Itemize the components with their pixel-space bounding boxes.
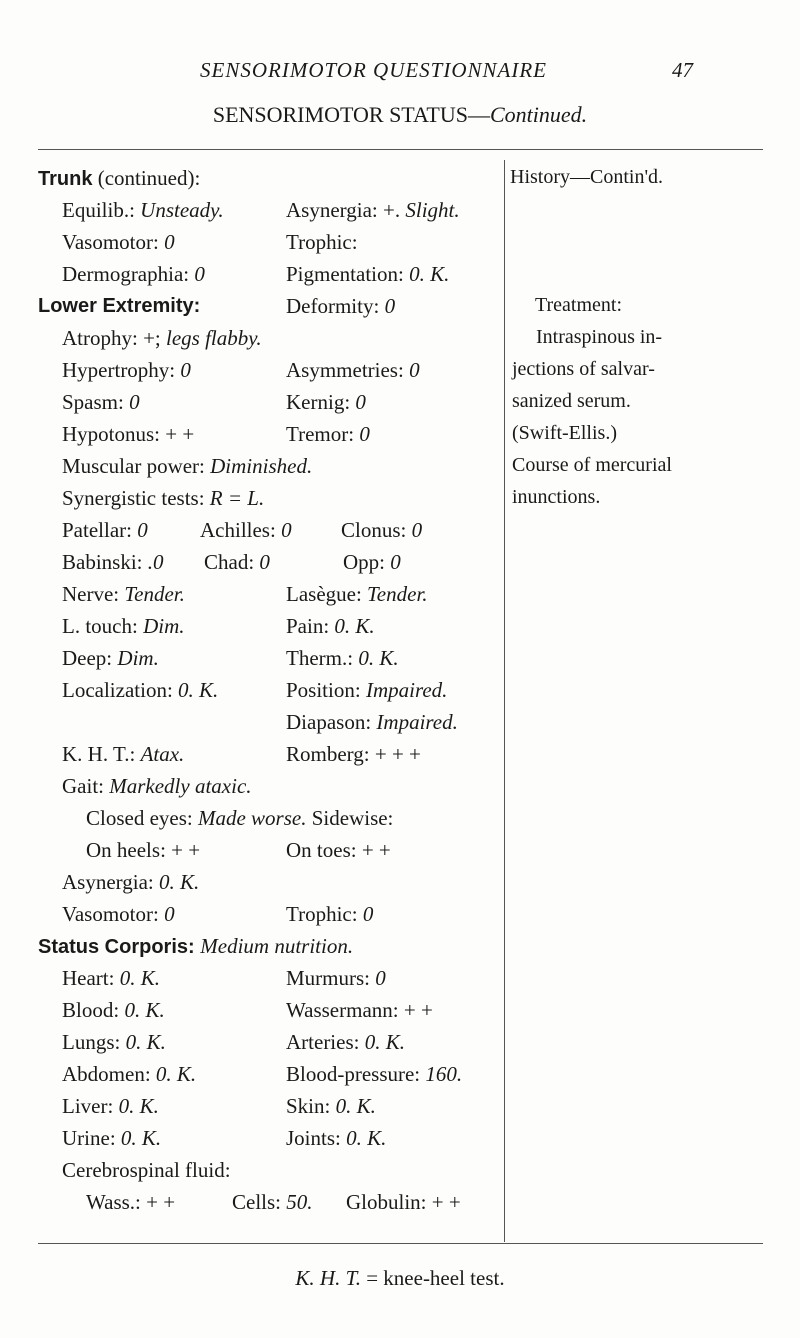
trunk-heading-bold: Trunk	[38, 168, 93, 190]
lower-tremor-label: Tremor:	[286, 422, 360, 446]
lower-opp-value: 0	[390, 550, 401, 574]
status-liver-label: Liver:	[62, 1094, 119, 1118]
lower-deep-label: Deep:	[62, 646, 118, 670]
lower-hypotonus: Hypotonus: + +	[62, 422, 195, 446]
lower-pain-label: Pain:	[286, 614, 335, 638]
lower-spasm-label: Spasm:	[62, 390, 130, 414]
status-cells-label: Cells:	[232, 1190, 287, 1214]
lower-lasegue-label: Lasègue:	[286, 582, 368, 606]
trunk-asynergia-label: Asynergia: +.	[286, 198, 406, 222]
page-number: 47	[672, 58, 693, 82]
status-heart-label: Heart:	[62, 966, 120, 990]
lower-localization	[62, 678, 218, 703]
lower-kernig-value: 0	[355, 390, 366, 414]
treatment-heading: Treatment:	[535, 294, 623, 316]
lower-deformity-value: 0	[384, 294, 396, 318]
lower-synergistic-label: Synergistic tests:	[62, 486, 210, 510]
lower-muscular-label: Muscular power:	[62, 454, 211, 478]
status-heart-value: 0. K.	[119, 966, 160, 990]
lower-sidewise-label: Sidewise:	[311, 806, 394, 830]
lower-localization-value: 0. K.	[178, 678, 219, 702]
lower-tremor-value: 0	[359, 422, 370, 446]
lower-opp-label: Opp:	[343, 550, 391, 574]
lower-nerve	[62, 582, 185, 607]
lower-position-value: Impaired.	[365, 678, 448, 702]
lower-kernig-label: Kernig:	[286, 390, 356, 414]
trunk-pigmentation	[286, 262, 449, 287]
lower-patellar	[62, 518, 148, 543]
lower-ltouch-value: Dim.	[143, 614, 185, 638]
lower-hypertrophy	[62, 358, 191, 383]
lower-asynergia	[62, 870, 199, 895]
footnote-abbr: K. H. T.	[295, 1266, 361, 1290]
lower-vasomotor-label: Vasomotor:	[62, 902, 165, 926]
treatment-line-4: (Swift-Ellis.)	[512, 422, 617, 444]
lower-on-heels: On heels: + +	[86, 838, 201, 862]
status-skin	[286, 1094, 376, 1119]
title-main: SENSORIMOTOR STATUS—	[212, 102, 490, 127]
status-wass: Wass.: + +	[86, 1190, 176, 1214]
lower-opp	[343, 550, 401, 575]
status-bp-value: 160.	[425, 1062, 463, 1086]
lower-spasm-value: 0	[129, 390, 140, 414]
lower-chad	[204, 550, 270, 575]
lower-atrophy	[62, 326, 262, 351]
lower-trophic-label: Trophic:	[286, 902, 363, 926]
page-title	[0, 102, 800, 128]
trunk-vasomotor-value: 0	[164, 230, 175, 254]
trunk-pigmentation-value: 0. K.	[409, 262, 450, 286]
status-wassermann: Wassermann: + +	[286, 998, 433, 1022]
title-continued: Continued.	[490, 102, 588, 127]
status-joints-label: Joints:	[286, 1126, 347, 1150]
lower-diapason-value: Impaired.	[376, 710, 458, 734]
bottom-rule	[38, 1243, 763, 1244]
trunk-asynergia-value: Slight.	[405, 198, 460, 222]
treatment-line-5: Course of mercurial	[512, 454, 672, 476]
lower-position-label: Position:	[286, 678, 366, 702]
lower-position	[286, 678, 447, 703]
treatment-line-3: sanized serum.	[512, 390, 631, 412]
lower-kernig	[286, 390, 366, 415]
lower-trophic-value: 0	[362, 902, 374, 926]
lower-tremor	[286, 422, 370, 447]
lower-chad-label: Chad:	[204, 550, 260, 574]
lower-patellar-value: 0	[137, 518, 148, 542]
trunk-equilib	[62, 198, 224, 223]
status-heart	[62, 966, 160, 991]
lower-on-toes: On toes: + +	[286, 838, 391, 862]
lower-achilles-value: 0	[281, 518, 292, 542]
lower-deformity-label: Deformity:	[286, 294, 385, 318]
lower-deep-value: Dim.	[117, 646, 159, 670]
lower-asymmetries	[286, 358, 420, 383]
status-arteries-label: Arteries:	[286, 1030, 365, 1054]
lower-atrophy-value: legs flabby.	[166, 326, 262, 350]
status-arteries	[286, 1030, 405, 1055]
lower-muscular-power	[62, 454, 312, 479]
lower-asymmetries-label: Asymmetries:	[286, 358, 410, 382]
lower-extremity-heading: Lower Extremity:	[38, 295, 201, 317]
lower-closed-label: Closed eyes:	[86, 806, 198, 830]
lower-kht-label: K. H. T.:	[62, 742, 141, 766]
status-blood-pressure	[286, 1062, 462, 1087]
lower-therm-label: Therm.:	[286, 646, 359, 670]
lower-pain-value: 0. K.	[334, 614, 375, 638]
trunk-dermographia-label: Dermographia:	[62, 262, 195, 286]
status-lungs-label: Lungs:	[62, 1030, 126, 1054]
top-rule	[38, 149, 763, 150]
lower-asymmetries-value: 0	[409, 358, 420, 382]
lower-kht	[62, 742, 184, 767]
status-abdomen-label: Abdomen:	[62, 1062, 156, 1086]
lower-babinski	[62, 550, 164, 575]
lower-synergistic	[62, 486, 264, 511]
lower-gait-label: Gait:	[62, 774, 110, 798]
status-csf: Cerebrospinal fluid:	[62, 1158, 231, 1182]
lower-clonus-label: Clonus:	[341, 518, 412, 542]
lower-babinski-value: .0	[147, 550, 164, 574]
lower-light-touch	[62, 614, 185, 639]
trunk-asynergia	[286, 198, 460, 223]
status-arteries-value: 0. K.	[364, 1030, 405, 1054]
status-urine-label: Urine:	[62, 1126, 121, 1150]
status-abdomen-value: 0. K.	[155, 1062, 197, 1086]
status-murmurs-value: 0	[375, 966, 386, 990]
status-lungs	[62, 1030, 166, 1055]
running-title: SENSORIMOTOR QUESTIONNAIRE	[200, 58, 548, 82]
status-globulin: Globulin: + +	[346, 1190, 461, 1214]
trunk-trophic: Trophic:	[286, 230, 358, 254]
status-blood-value: 0. K.	[124, 998, 165, 1022]
lower-atrophy-label: Atrophy: +;	[62, 326, 167, 350]
status-joints	[286, 1126, 386, 1151]
column-divider	[504, 160, 505, 1242]
lower-nerve-label: Nerve:	[62, 582, 125, 606]
trunk-dermographia-value: 0	[194, 262, 205, 286]
lower-closed-value: Made worse.	[197, 806, 307, 830]
status-blood-label: Blood:	[62, 998, 125, 1022]
trunk-heading-suffix: (continued):	[92, 166, 201, 190]
lower-romberg: Romberg: + + +	[286, 742, 421, 766]
lower-kht-value: Atax.	[140, 742, 185, 766]
lower-therm-value: 0. K.	[358, 646, 399, 670]
status-liver	[62, 1094, 159, 1119]
status-lungs-value: 0. K.	[125, 1030, 166, 1054]
lower-vasomotor	[62, 902, 175, 927]
status-heading-bold: Status Corporis:	[38, 936, 201, 958]
lower-achilles-label: Achilles:	[200, 518, 282, 542]
footnote	[0, 1266, 800, 1291]
trunk-vasomotor-label: Vasomotor:	[62, 230, 165, 254]
footnote-text: = knee-heel test.	[360, 1266, 505, 1290]
lower-diapason-label: Diapason:	[286, 710, 377, 734]
trunk-heading	[38, 166, 200, 191]
treatment-line-2: jections of salvar-	[512, 358, 655, 380]
history-heading: History—Contin'd.	[510, 166, 664, 188]
status-heading-value: Medium nutrition.	[200, 934, 354, 958]
lower-hypertrophy-value: 0	[180, 358, 191, 382]
treatment-line-1: Intraspinous in-	[536, 326, 663, 348]
lower-asynergia-value: 0. K.	[159, 870, 200, 894]
status-bp-label: Blood-pressure:	[286, 1062, 426, 1086]
lower-pain	[286, 614, 375, 639]
lower-gait	[62, 774, 252, 799]
lower-clonus	[341, 518, 422, 543]
status-liver-value: 0. K.	[118, 1094, 159, 1118]
status-urine	[62, 1126, 161, 1151]
status-urine-value: 0. K.	[120, 1126, 162, 1150]
status-abdomen	[62, 1062, 196, 1087]
status-skin-label: Skin:	[286, 1094, 336, 1118]
lower-hypertrophy-label: Hypertrophy:	[62, 358, 181, 382]
lower-achilles	[200, 518, 292, 543]
lower-vasomotor-value: 0	[164, 902, 175, 926]
lower-nerve-value: Tender.	[124, 582, 185, 606]
status-murmurs-label: Murmurs:	[286, 966, 376, 990]
lower-patellar-label: Patellar:	[62, 518, 138, 542]
lower-asynergia-label: Asynergia:	[62, 870, 160, 894]
lower-synergistic-value: R = L.	[209, 486, 265, 510]
lower-deformity	[286, 294, 395, 319]
lower-ltouch-label: L. touch:	[62, 614, 144, 638]
lower-clonus-value: 0	[411, 518, 423, 542]
lower-muscular-value: Diminished.	[210, 454, 313, 478]
lower-chad-value: 0	[259, 550, 270, 574]
lower-gait-value: Markedly ataxic.	[109, 774, 252, 798]
lower-localization-label: Localization:	[62, 678, 179, 702]
trunk-equilib-label: Equilib.:	[62, 198, 141, 222]
lower-babinski-label: Babinski:	[62, 550, 148, 574]
status-cells-value: 50.	[286, 1190, 313, 1214]
trunk-pigmentation-label: Pigmentation:	[286, 262, 410, 286]
lower-deep	[62, 646, 159, 671]
status-cells	[232, 1190, 313, 1215]
status-joints-value: 0. K.	[346, 1126, 387, 1150]
lower-lasegue-value: Tender.	[367, 582, 428, 606]
lower-lasegue	[286, 582, 428, 607]
trunk-equilib-value: Unsteady.	[140, 198, 224, 222]
trunk-dermographia	[62, 262, 205, 287]
status-skin-value: 0. K.	[335, 1094, 376, 1118]
trunk-vasomotor	[62, 230, 175, 255]
status-corporis-heading	[38, 934, 353, 959]
lower-spasm	[62, 390, 140, 415]
treatment-line-6: inunctions.	[512, 486, 601, 508]
lower-therm	[286, 646, 399, 671]
lower-closed-eyes	[86, 806, 393, 831]
status-blood	[62, 998, 165, 1023]
lower-trophic	[286, 902, 373, 927]
lower-diapason	[286, 710, 458, 735]
status-murmurs	[286, 966, 386, 991]
